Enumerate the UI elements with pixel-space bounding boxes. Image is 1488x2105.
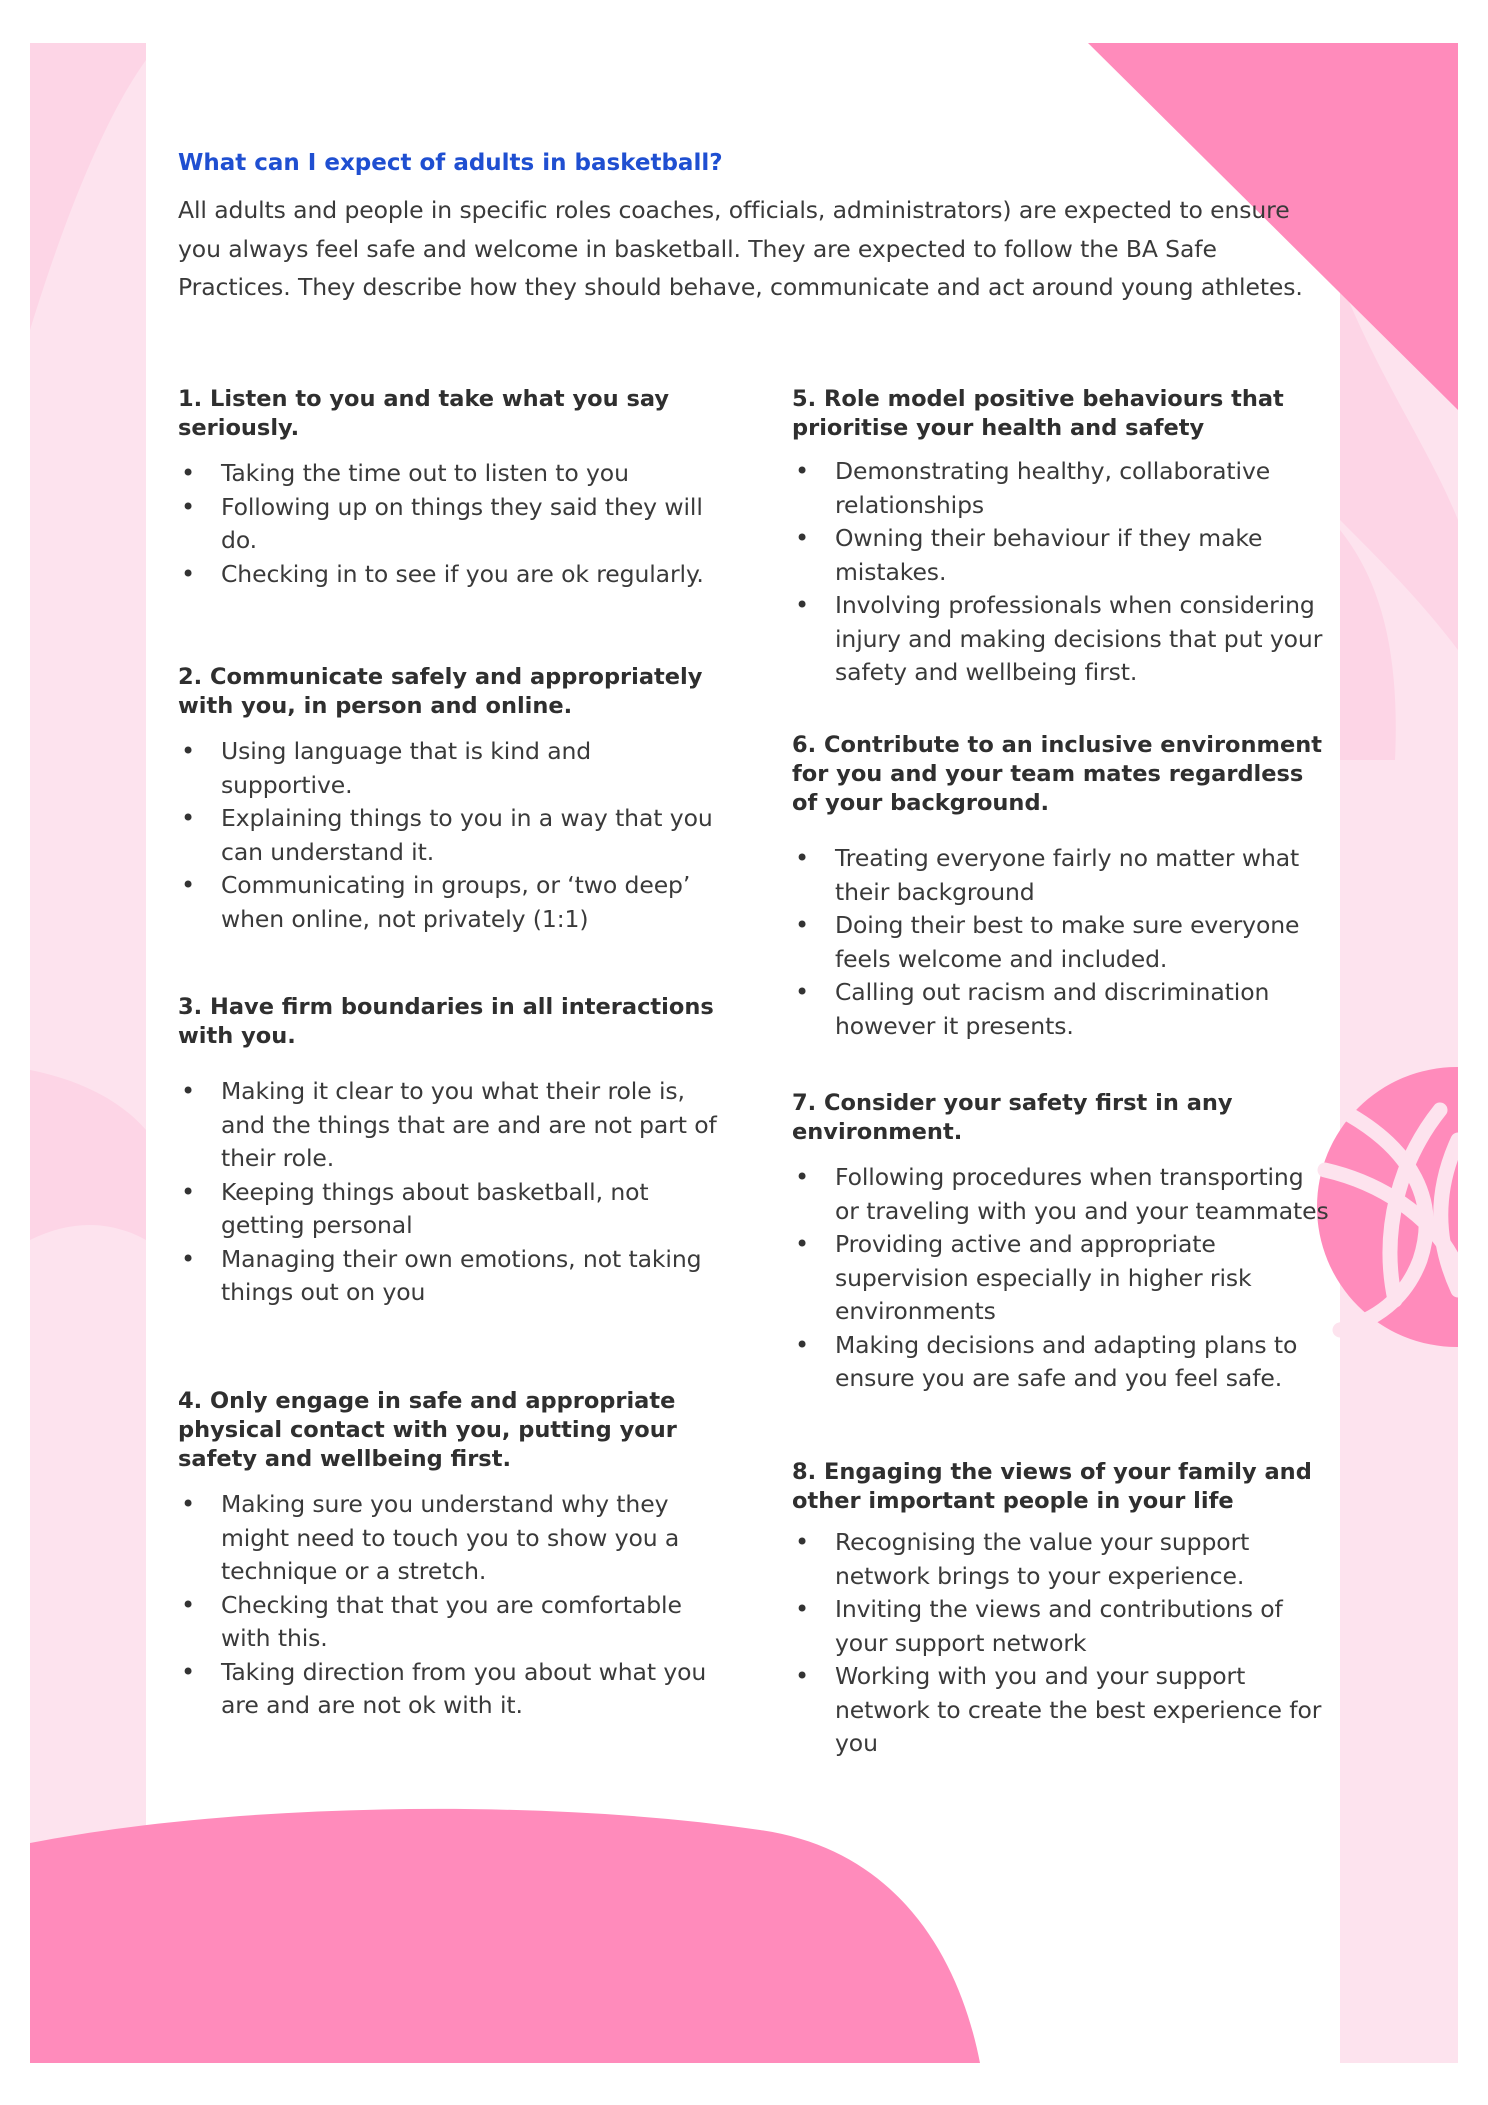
section-3 xyxy=(178,993,718,1310)
bullet-list xyxy=(792,842,1332,1043)
bullet-item: • Making sure you understand why they might need to touch you to show you a technique or a stretch. xyxy=(178,1488,718,1589)
bullet-item: • Following procedures when transporting or traveling with you and your teammates xyxy=(792,1161,1332,1228)
section-title: 7. Consider your safety first in any environment. xyxy=(792,1090,1233,1145)
bullet-item: • Taking direction from you about what you are and are not ok with it. xyxy=(178,1656,718,1723)
bullet-list xyxy=(178,735,718,936)
bullet-item: • Involving professionals when considering injury and making decisions that put your safety and wellbeing first. xyxy=(792,589,1332,690)
bullet-item: • Recognising the value your support network brings to your experience. xyxy=(792,1526,1332,1593)
bullet-item: • Managing their own emotions, not taking things out on you xyxy=(178,1243,718,1310)
page-heading: What can I expect of adults in basketball? xyxy=(178,150,723,176)
bullet-item: • Taking the time out to listen to you xyxy=(178,457,718,491)
bullet-item: • Owning their behaviour if they make mistakes. xyxy=(792,522,1332,589)
bullet-list xyxy=(178,1488,718,1723)
section-1 xyxy=(178,385,718,591)
section-title: 6. Contribute to an inclusive environment for you and your team mates regardless of your background. xyxy=(792,732,1323,816)
intro-paragraph: All adults and people in specific roles coaches, officials, administrators) are expected to ensure you always feel safe and welcome in basketball. They are expected to follow the BA Safe Practices. They describe how they should behave, communicate and act around young athletes. xyxy=(178,196,1303,301)
bullet-item: • Doing their best to make sure everyone feels welcome and included. xyxy=(792,909,1332,976)
bullet-item: • Communicating in groups, or ‘two deep’ when online, not privately (1:1) xyxy=(178,869,718,936)
bullet-item: • Checking that that you are comfortable with this. xyxy=(178,1589,718,1656)
bullet-item: • Following up on things they said they will do. xyxy=(178,491,718,558)
section-title: 3. Have firm boundaries in all interactions with you. xyxy=(178,994,714,1049)
bottom-pink-blob xyxy=(30,1809,980,2063)
bullet-list xyxy=(178,457,718,591)
section-title: 2. Communicate safely and appropriately with you, in person and online. xyxy=(178,664,703,719)
section-7 xyxy=(792,1089,1332,1396)
section-title: 5. Role model positive behaviours that prioritise your health and safety xyxy=(792,386,1284,441)
bullet-item: • Calling out racism and discrimination however it presents. xyxy=(792,976,1332,1043)
bullet-list xyxy=(792,1161,1332,1396)
bullet-list xyxy=(178,1075,718,1310)
bullet-item: • Demonstrating healthy, collaborative relationships xyxy=(792,455,1332,522)
left-pink-strip xyxy=(30,43,146,2063)
section-title: 1. Listen to you and take what you say seriously. xyxy=(178,386,670,441)
bullet-item: • Making it clear to you what their role is, and the things that are and are not part of their role. xyxy=(178,1075,718,1176)
bullet-list xyxy=(792,455,1332,690)
section-4 xyxy=(178,1387,718,1723)
bullet-item: • Inviting the views and contributions of your support network xyxy=(792,1593,1332,1660)
section-title: 8. Engaging the views of your family and other important people in your life xyxy=(792,1459,1312,1514)
bullet-item: • Working with you and your support network to create the best experience for you xyxy=(792,1660,1332,1761)
bullet-list xyxy=(792,1526,1332,1761)
section-8 xyxy=(792,1458,1332,1761)
section-6 xyxy=(792,731,1332,1043)
bullet-item: • Making decisions and adapting plans to ensure you are safe and you feel safe. xyxy=(792,1329,1332,1396)
section-5 xyxy=(792,385,1332,690)
bullet-item: • Using language that is kind and supportive. xyxy=(178,735,718,802)
bullet-item: • Treating everyone fairly no matter what their background xyxy=(792,842,1332,909)
bullet-item: • Checking in to see if you are ok regularly. xyxy=(178,558,718,592)
bullet-item: • Providing active and appropriate supervision especially in higher risk environments xyxy=(792,1228,1332,1329)
section-title: 4. Only engage in safe and appropriate physical contact with you, putting your safety and wellbeing first. xyxy=(178,1388,677,1472)
bullet-item: • Explaining things to you in a way that you can understand it. xyxy=(178,802,718,869)
bullet-item: • Keeping things about basketball, not getting personal xyxy=(178,1176,718,1243)
section-2 xyxy=(178,663,718,936)
content xyxy=(178,148,1330,307)
